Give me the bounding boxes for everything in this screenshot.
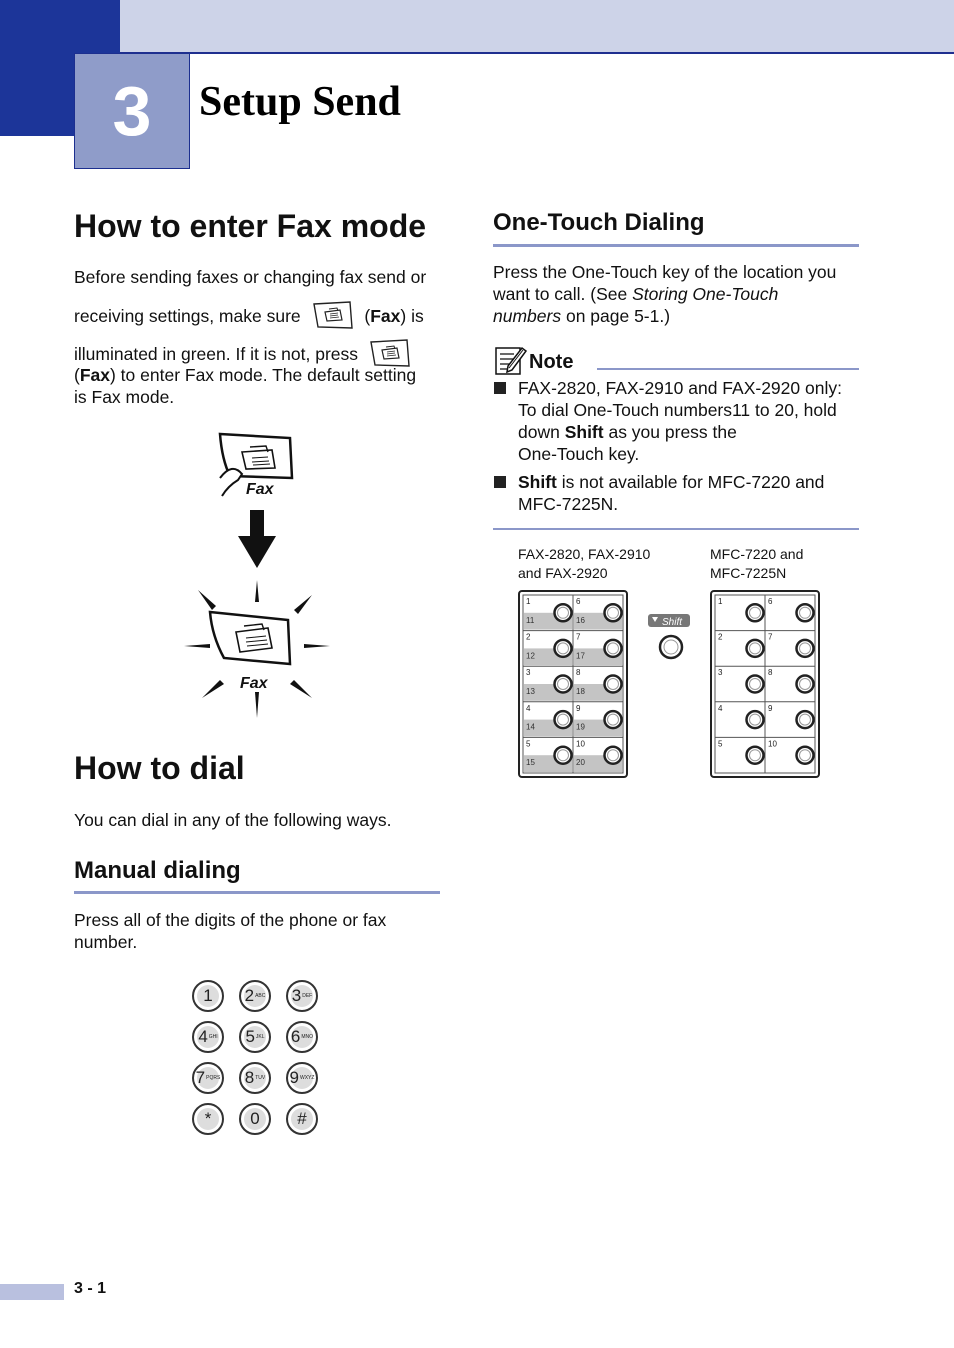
one-touch-number: 5: [718, 739, 723, 749]
note-pencil-icon: [494, 344, 528, 376]
fax-mode-line: Before sending faxes or changing fax send or: [74, 267, 427, 287]
dial-key-hash[interactable]: [286, 1103, 318, 1135]
dial-key-digit: 8: [244, 1068, 255, 1087]
dial-key-digit: #: [297, 1109, 307, 1128]
bullet-marker: [494, 476, 506, 488]
one-touch-text: want to call. (See: [493, 284, 633, 304]
dial-key-digit: *: [204, 1109, 212, 1128]
dial-key-0[interactable]: [239, 1103, 271, 1135]
chapter-number: 3: [74, 53, 190, 169]
dial-key-digit: 3: [291, 986, 302, 1005]
fax-mode-line: receiving settings, make sure (Fax) is: [74, 300, 444, 326]
dial-key-9[interactable]: [286, 1062, 318, 1094]
arrow-down-icon: [238, 510, 276, 568]
one-touch-shift-number: 16: [576, 615, 585, 625]
note-bullet-1: [518, 377, 868, 465]
one-touch-line: Press the One-Touch key of the location you: [493, 262, 837, 282]
manual-dialing-rule: [74, 891, 440, 894]
one-touch-number: 6: [768, 597, 773, 606]
one-touch-number: 6: [576, 597, 581, 606]
note-line: FAX-2820, FAX-2910 and FAX-2920 only:: [518, 378, 842, 398]
how-to-dial-text: You can dial in any of the following ways.: [74, 810, 392, 830]
fax-mode-line: (Fax) to enter Fax mode. The default setting: [74, 365, 417, 385]
fax-key-icon: [312, 300, 354, 335]
fax-mode-line: is Fax mode.: [74, 387, 175, 407]
fax-word: Fax: [79, 365, 110, 385]
note-text: is not available for MFC-7220 and: [556, 472, 825, 492]
note-bold: Shift: [564, 422, 604, 442]
note-bold: Shift: [518, 472, 557, 492]
dial-key-digit: 7: [195, 1068, 206, 1087]
note-label: Note: [529, 351, 574, 373]
one-touch-number: 7: [576, 632, 581, 642]
manual-dialing-line: number.: [74, 932, 138, 952]
note-line: One-Touch key.: [518, 444, 640, 464]
dial-key-7[interactable]: [192, 1062, 224, 1094]
dial-key-digit: 2: [244, 986, 255, 1005]
fax-mode-text: illuminated in green. If it is not, press: [74, 344, 359, 365]
note-line: [518, 471, 868, 493]
one-touch-number: 8: [576, 668, 581, 678]
one-touch-number: 2: [526, 632, 531, 642]
fax-illustration-label: Fax: [240, 675, 268, 692]
one-touch-number: 9: [768, 703, 773, 713]
one-touch-shift-number: 17: [576, 651, 585, 661]
dial-key-letters: TUV: [255, 1075, 266, 1081]
one-touch-number: 4: [526, 703, 531, 713]
shift-button: [660, 636, 682, 658]
fax-key-unlit: [220, 434, 292, 498]
dial-key-letters: JKL: [255, 1034, 265, 1040]
heading-how-to-dial: How to dial: [74, 750, 245, 786]
one-touch-text: on page 5-1.): [561, 306, 671, 326]
one-touch-number: 10: [768, 739, 777, 749]
heading-one-touch: One-Touch Dialing: [493, 209, 705, 236]
dial-key-digit: 1: [203, 986, 213, 1005]
dial-key-letters: GHI: [208, 1034, 218, 1040]
one-touch-number: 2: [718, 632, 723, 642]
one-touch-shift-number: 14: [526, 722, 535, 732]
one-touch-number: 8: [768, 668, 773, 678]
one-touch-line: [493, 305, 863, 327]
dial-key-digit: 4: [198, 1027, 208, 1046]
caption-line: MFC-7225N: [710, 565, 787, 581]
one-touch-number: 10: [576, 739, 585, 749]
dial-key-letters: DEF: [302, 993, 313, 999]
one-touch-panel-mfc: [710, 590, 822, 780]
one-touch-shift-number: 11: [526, 615, 535, 625]
footer-bar: [0, 1284, 64, 1300]
dial-key-letters: ABC: [255, 993, 266, 999]
shift-label: Shift: [662, 617, 683, 628]
one-touch-shift-number: 19: [576, 722, 585, 732]
one-touch-paragraph: [493, 261, 863, 327]
header-bar: [0, 0, 954, 54]
left-panel-caption: [518, 545, 650, 583]
manual-dialing-line: Press all of the digits of the phone or fax: [74, 910, 387, 930]
page-number: 3 - 1: [74, 1280, 107, 1297]
one-touch-number: 7: [768, 632, 773, 642]
dial-key-digit: 6: [290, 1027, 301, 1046]
dial-key-letters: PQRS: [206, 1075, 221, 1081]
shift-key-area: [646, 612, 694, 662]
bullet-marker: [494, 382, 506, 394]
dial-key-5[interactable]: [239, 1021, 271, 1053]
one-touch-number: 5: [526, 739, 531, 749]
dial-key-digit: 5: [245, 1027, 255, 1046]
fax-word: Fax: [370, 306, 401, 327]
note-bullet-2: [518, 471, 868, 515]
one-touch-shift-number: 15: [526, 758, 535, 768]
fax-key-lit: [184, 580, 330, 718]
caption-line: MFC-7220 and: [710, 546, 804, 562]
manual-dialing-text: [74, 909, 386, 953]
one-touch-number: 9: [576, 703, 581, 713]
dial-key-digit: 0: [250, 1109, 260, 1128]
one-touch-shift-number: 12: [526, 651, 535, 661]
dial-key-2[interactable]: [239, 980, 271, 1012]
one-touch-shift-number: 20: [576, 758, 585, 768]
note-end-rule: [493, 528, 859, 530]
fax-illustration-label: Fax: [246, 481, 274, 498]
one-touch-panel-fax: [518, 590, 630, 780]
one-touch-ref: numbers: [493, 306, 562, 326]
note-text: as you press the: [603, 422, 737, 442]
note-line: To dial One-Touch numbers11 to 20, hold: [518, 400, 837, 420]
fax-mode-paragraph: [74, 266, 444, 408]
note-rule: [597, 368, 859, 370]
fax-key-illustration: [180, 430, 340, 720]
fax-mode-text: receiving settings, make sure: [74, 306, 301, 327]
fax-mode-text: ) to enter Fax mode. The default setting: [109, 365, 417, 385]
dial-key-digit: 9: [289, 1068, 299, 1087]
dial-key-4[interactable]: [192, 1021, 224, 1053]
one-touch-number: 4: [718, 703, 723, 713]
one-touch-ref: Storing One-Touch: [632, 284, 779, 304]
one-touch-shift-number: 18: [576, 687, 585, 696]
dial-pad: [192, 980, 324, 1140]
one-touch-number: 1: [526, 597, 531, 606]
caption-line: and FAX-2920: [518, 565, 608, 581]
note-line: [518, 421, 868, 443]
dial-key-6[interactable]: [286, 1021, 318, 1053]
dial-key-8[interactable]: [239, 1062, 271, 1094]
note-line: MFC-7225N.: [518, 494, 619, 514]
dial-key-star[interactable]: [192, 1103, 224, 1135]
one-touch-number: 3: [718, 668, 723, 678]
heading-fax-mode: How to enter Fax mode: [74, 208, 427, 244]
dial-key-letters: MNO: [301, 1034, 314, 1040]
one-touch-rule: [493, 244, 859, 247]
one-touch-shift-number: 13: [526, 687, 535, 696]
dial-key-1[interactable]: [192, 980, 224, 1012]
one-touch-number: 3: [526, 668, 531, 678]
one-touch-line: [493, 283, 863, 305]
fax-mode-line: [74, 338, 444, 364]
dial-key-3[interactable]: [286, 980, 318, 1012]
fax-mode-text: ) is: [400, 306, 424, 327]
dial-key-letters: WXYZ: [300, 1075, 315, 1081]
right-panel-caption: [710, 545, 803, 583]
chapter-title: Setup Send: [199, 79, 401, 125]
heading-manual-dialing: Manual dialing: [74, 857, 241, 884]
note-text: down: [518, 422, 565, 442]
one-touch-number: 1: [718, 597, 723, 606]
caption-line: FAX-2820, FAX-2910: [518, 546, 651, 562]
